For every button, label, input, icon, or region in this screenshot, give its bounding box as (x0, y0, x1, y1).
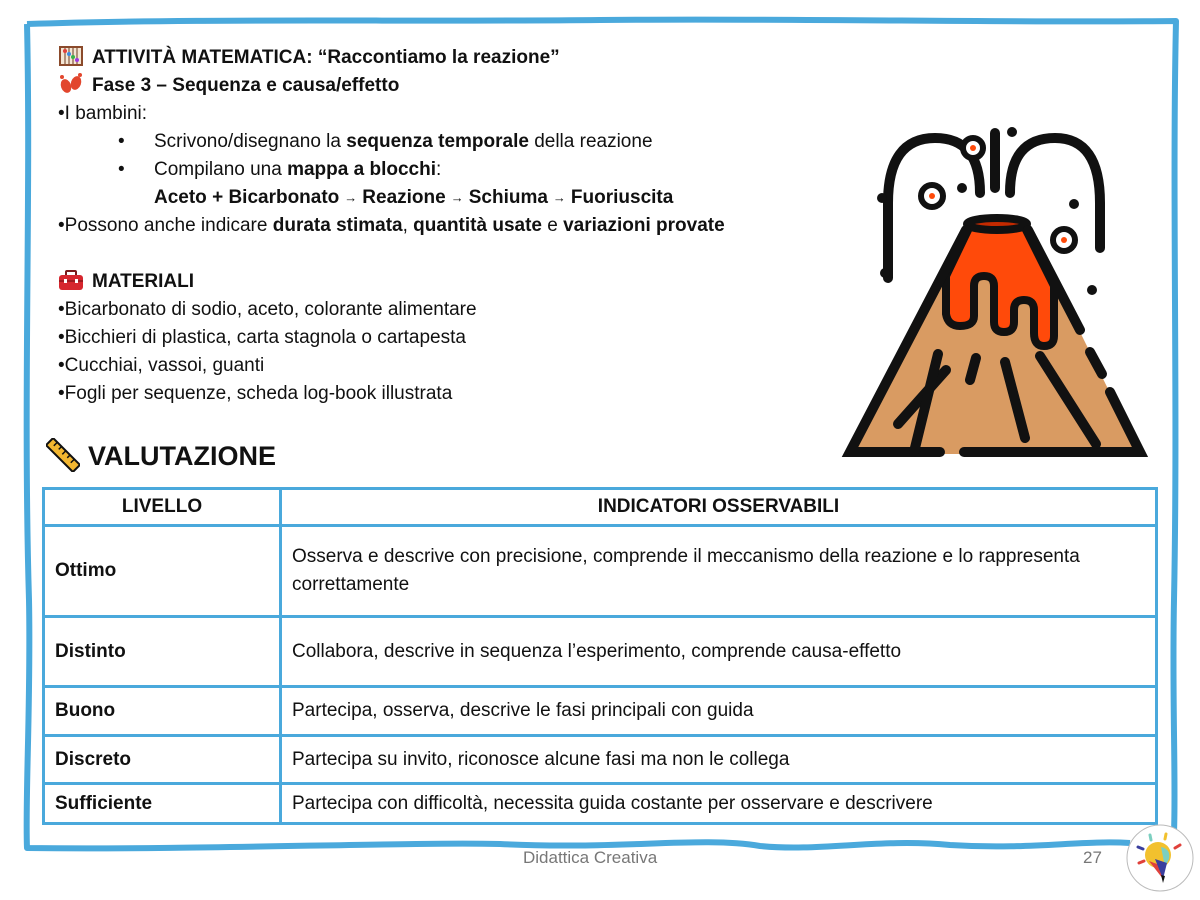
level-cell: Discreto (44, 736, 281, 784)
bullet: • (118, 159, 125, 180)
level-cell: Buono (44, 687, 281, 736)
table-row (44, 784, 1157, 824)
activity-title: ATTIVITÀ MATEMATICA: “Raccontiamo la reazione” (92, 47, 560, 68)
table-row (44, 617, 1157, 687)
table-row (44, 736, 1157, 784)
phase-title: Fase 3 – Sequenza e causa/effetto (92, 75, 400, 96)
page-number: 27 (1083, 848, 1102, 867)
footer-text: Didattica Creativa (523, 848, 658, 867)
material-item: •Cucchiai, vassoi, guanti (58, 355, 265, 376)
volcano-icon (840, 118, 1160, 468)
footprints-icon (58, 73, 84, 95)
materials-title-line (58, 268, 194, 296)
activity-item: • Compilano una mappa a blocchi: (118, 156, 441, 184)
evaluation-title: VALUTAZIONE (88, 441, 276, 471)
material-item: •Bicarbonato di sodio, aceto, colorante alimentare (58, 299, 477, 320)
arrow-icon: → (450, 190, 464, 205)
indicator-cell: Osserva e descrive con precisione, comprende il meccanismo della reazione e lo rappresenta correttamente (281, 526, 1157, 617)
arrow-icon: → (344, 190, 358, 205)
table-row (44, 526, 1157, 617)
bullet: • (118, 131, 125, 152)
material-item: •Fogli per sequenze, scheda log-book illustrata (58, 383, 453, 404)
lightbulb-pencil-icon (1125, 823, 1195, 893)
level-cell: Sufficiente (44, 784, 281, 824)
flow-step: Aceto + Bicarbonato (154, 187, 340, 208)
toolbox-icon (58, 269, 84, 291)
arrow-icon: → (552, 190, 566, 205)
column-header-level: LIVELLO (44, 489, 281, 526)
indicator-cell: Partecipa, osserva, descrive le fasi principali con guida (281, 687, 1157, 736)
activity-title-line (58, 44, 560, 72)
indicator-cell: Collabora, descrive in sequenza l’esperimento, comprende causa-effetto (281, 617, 1157, 687)
activity-item: • Scrivono/disegnano la sequenza temporale della reazione (118, 128, 653, 156)
abacus-icon (58, 45, 84, 67)
flow-step: Reazione (362, 187, 446, 208)
table-row (44, 687, 1157, 736)
indicator-cell: Partecipa con difficoltà, necessita guida costante per osservare e descrivere (281, 784, 1157, 824)
column-header-indicators: INDICATORI OSSERVABILI (281, 489, 1157, 526)
ruler-icon (46, 438, 80, 472)
level-cell: Ottimo (44, 526, 281, 617)
phase-line (58, 72, 399, 100)
flow-step: Fuoriuscita (570, 187, 674, 208)
indicator-cell: Partecipa su invito, riconosce alcune fasi ma non le collega (281, 736, 1157, 784)
block-map-flow (154, 184, 673, 212)
level-cell: Distinto (44, 617, 281, 687)
evaluation-title-line (46, 438, 276, 474)
materials-title: MATERIALI (92, 271, 195, 292)
table-header-row (44, 489, 1157, 526)
intro-text: •I bambini: (58, 103, 148, 124)
extra-text: •Possono anche indicare durata stimata, quantità usate e variazioni provate (58, 215, 725, 236)
flow-step: Schiuma (468, 187, 548, 208)
material-item: •Bicchieri di plastica, carta stagnola o cartapesta (58, 327, 466, 348)
evaluation-table (42, 487, 1158, 825)
